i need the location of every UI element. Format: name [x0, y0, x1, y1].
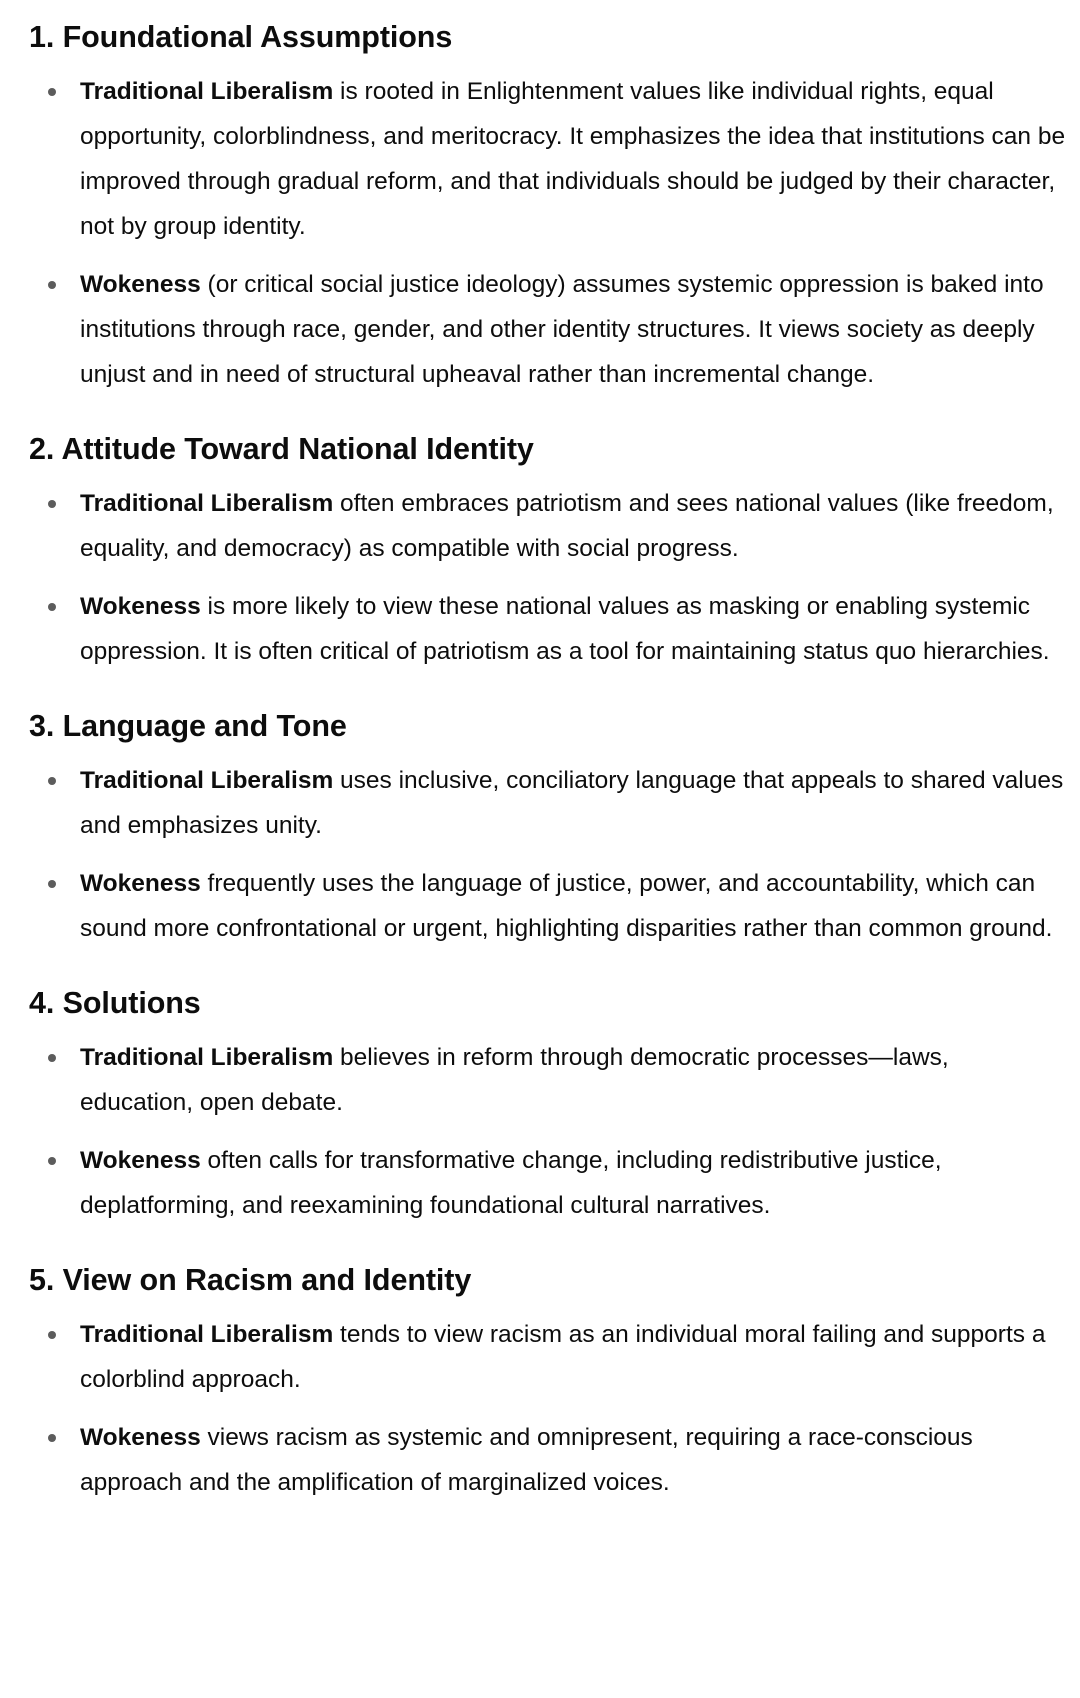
section-heading: 1. Foundational Assumptions: [29, 20, 453, 54]
section-language-and-tone: [29, 703, 1068, 951]
item-text: believes in reform through democratic processes—laws, education, open debate.: [80, 1044, 949, 1116]
list-item: [29, 1415, 1068, 1505]
bullet-dot-icon: [48, 1157, 56, 1165]
list-item: [29, 1035, 1068, 1125]
section-national-identity: [29, 426, 1068, 674]
section-heading: 2. Attitude Toward National Identity: [29, 432, 534, 466]
term-label: Wokeness: [80, 593, 201, 620]
section-heading: 3. Language and Tone: [29, 709, 347, 743]
item-text: is more likely to view these national values as masking or enabling systemic oppression. It is often critical of patriotism as a tool for maintaining status quo hierarchies.: [80, 593, 1050, 665]
term-label: Traditional Liberalism: [80, 490, 334, 517]
bullet-dot-icon: [48, 1054, 56, 1062]
term-label: Traditional Liberalism: [80, 1321, 334, 1348]
item-text: (or critical social justice ideology) assumes systemic oppression is baked into institutions through race, gender, and other identity structures. It views society as deeply unjust and in need of structural upheaval rather than incremental change.: [80, 271, 1044, 388]
section-solutions: [29, 980, 1068, 1228]
bullet-dot-icon: [48, 603, 56, 611]
list-item: [29, 758, 1068, 848]
bullet-dot-icon: [48, 1434, 56, 1442]
term-label: Traditional Liberalism: [80, 767, 334, 794]
section-heading: 5. View on Racism and Identity: [29, 1263, 472, 1297]
list-item: [29, 69, 1068, 249]
list-item: [29, 584, 1068, 674]
bullet-dot-icon: [48, 281, 56, 289]
term-label: Traditional Liberalism: [80, 78, 334, 105]
item-text: is rooted in Enlightenment values like individual rights, equal opportunity, colorblindness, and meritocracy. It emphasizes the idea that institutions can be improved through gradual reform, and that individuals should be judged by their character, not by group identity.: [80, 78, 1066, 240]
bullet-list: [29, 481, 1068, 674]
item-text: often calls for transformative change, including redistributive justice, deplatforming, and reexamining foundational cultural narratives.: [80, 1147, 942, 1219]
item-text: frequently uses the language of justice, power, and accountability, which can sound more confrontational or urgent, highlighting disparities rather than common ground.: [80, 870, 1053, 942]
item-text: views racism as systemic and omnipresent, requiring a race-conscious approach and the amplification of marginalized voices.: [80, 1424, 973, 1496]
bullet-list: [29, 69, 1068, 397]
bullet-list: [29, 1312, 1068, 1505]
term-label: Wokeness: [80, 1424, 201, 1451]
section-racism-and-identity: [29, 1257, 1068, 1505]
list-item: [29, 262, 1068, 397]
list-item: [29, 481, 1068, 571]
bullet-dot-icon: [48, 500, 56, 508]
term-label: Wokeness: [80, 1147, 201, 1174]
list-item: [29, 1138, 1068, 1228]
list-item: [29, 861, 1068, 951]
item-text: tends to view racism as an individual moral failing and supports a colorblind approach.: [80, 1321, 1046, 1393]
item-text: often embraces patriotism and sees national values (like freedom, equality, and democracy) as compatible with social progress.: [80, 490, 1054, 562]
term-label: Wokeness: [80, 271, 201, 298]
bullet-dot-icon: [48, 880, 56, 888]
bullet-dot-icon: [48, 1331, 56, 1339]
bullet-list: [29, 758, 1068, 951]
section-heading: 4. Solutions: [29, 986, 201, 1020]
bullet-list: [29, 1035, 1068, 1228]
term-label: Traditional Liberalism: [80, 1044, 334, 1071]
term-label: Wokeness: [80, 870, 201, 897]
item-text: uses inclusive, conciliatory language that appeals to shared values and emphasizes unity.: [80, 767, 1064, 839]
section-foundational-assumptions: [29, 14, 1068, 397]
list-item: [29, 1312, 1068, 1402]
bullet-dot-icon: [48, 88, 56, 96]
bullet-dot-icon: [48, 777, 56, 785]
